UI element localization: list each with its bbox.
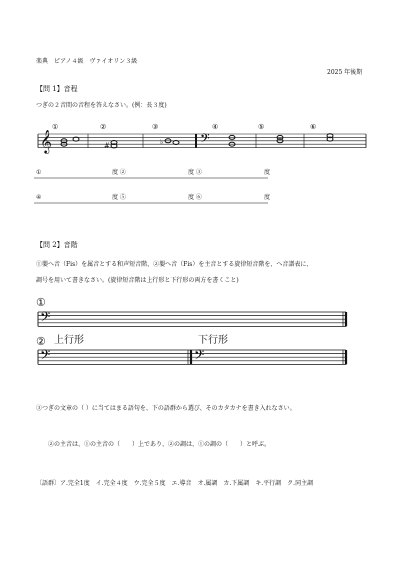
q1-heading: 【問 1】音程: [36, 85, 78, 93]
q2-instruction-line2: 調号を用いて書きなさい。(旋律短音階は上行形と下行形の両方を書くこと): [36, 277, 239, 284]
q1-instruction: つぎの２音間の音程を答えなさい。(例：長３度): [36, 102, 167, 109]
header-term: 2025 年後期: [327, 69, 363, 76]
interval-number-3: ③: [152, 123, 159, 131]
sharp-icon: #: [104, 142, 110, 150]
interval-number-2: ②: [100, 123, 107, 131]
answer-row1-c3: 度 ③: [188, 169, 202, 176]
staff2-label: ②: [36, 335, 46, 348]
q1-interval-staff: [38, 129, 366, 154]
descending-label: 下行形: [198, 335, 228, 346]
answer-row2-c2: 度 ⑤: [112, 194, 126, 201]
interval-number-4: ④: [212, 123, 219, 131]
bass-clef-icon: 𝄢: [200, 131, 210, 149]
flat-icon: ♭: [160, 138, 164, 146]
q3-word-bank: 〔語群〕ア.完全1度 イ.完全４度 ウ.完全５度 エ.導音 オ.属調 カ.下属調 キ.平行調 ク.同主調: [36, 480, 314, 487]
answer-row2-c3: 度 ⑥: [188, 194, 202, 201]
interval-number-5: ⑤: [258, 123, 265, 131]
q3-instruction: ③つぎの文章の（ ）に当てはまる語句を、下の語群から選び、そのカタカナを書き入れなさい。: [36, 405, 296, 412]
treble-clef-icon: 𝄞: [40, 129, 52, 153]
header-title: 楽典 ピアノ４級 ヴァイオリン３級: [36, 58, 138, 65]
staff1-label: ①: [36, 296, 46, 309]
q3-sentence: ②の主音は、①の主音の（ ）上であり、②の調は、①の調の（ ）と呼ぶ。: [48, 441, 271, 448]
interval-number-6: ⑥: [310, 123, 317, 131]
q2-scale-staff-1: [38, 309, 346, 328]
bass-clef-icon: 𝄢: [40, 347, 51, 366]
ascending-label: 上行形: [54, 335, 84, 346]
answer-row2-c4: 度: [264, 194, 271, 201]
bass-clef-icon: 𝄢: [40, 309, 51, 328]
bass-clef-icon: 𝄢: [194, 347, 205, 366]
answer-row1-c1: ①: [36, 169, 42, 176]
q1-answer-lines: [34, 178, 271, 203]
answer-row1-c2: 度 ②: [112, 169, 126, 176]
answer-row2-c1: ④: [36, 194, 42, 201]
answer-row1-c4: 度: [264, 169, 271, 176]
interval-number-1: ①: [52, 123, 59, 131]
q2-heading: 【問 2】音階: [36, 241, 78, 249]
q2-scale-staff-2: [38, 347, 346, 366]
q2-instruction-line1: ①嬰へ音（Fis）を属音とする和声短音階、②嬰へ音（Fis）を主音とする旋律短音階を、へ音譜表に、: [36, 261, 313, 268]
